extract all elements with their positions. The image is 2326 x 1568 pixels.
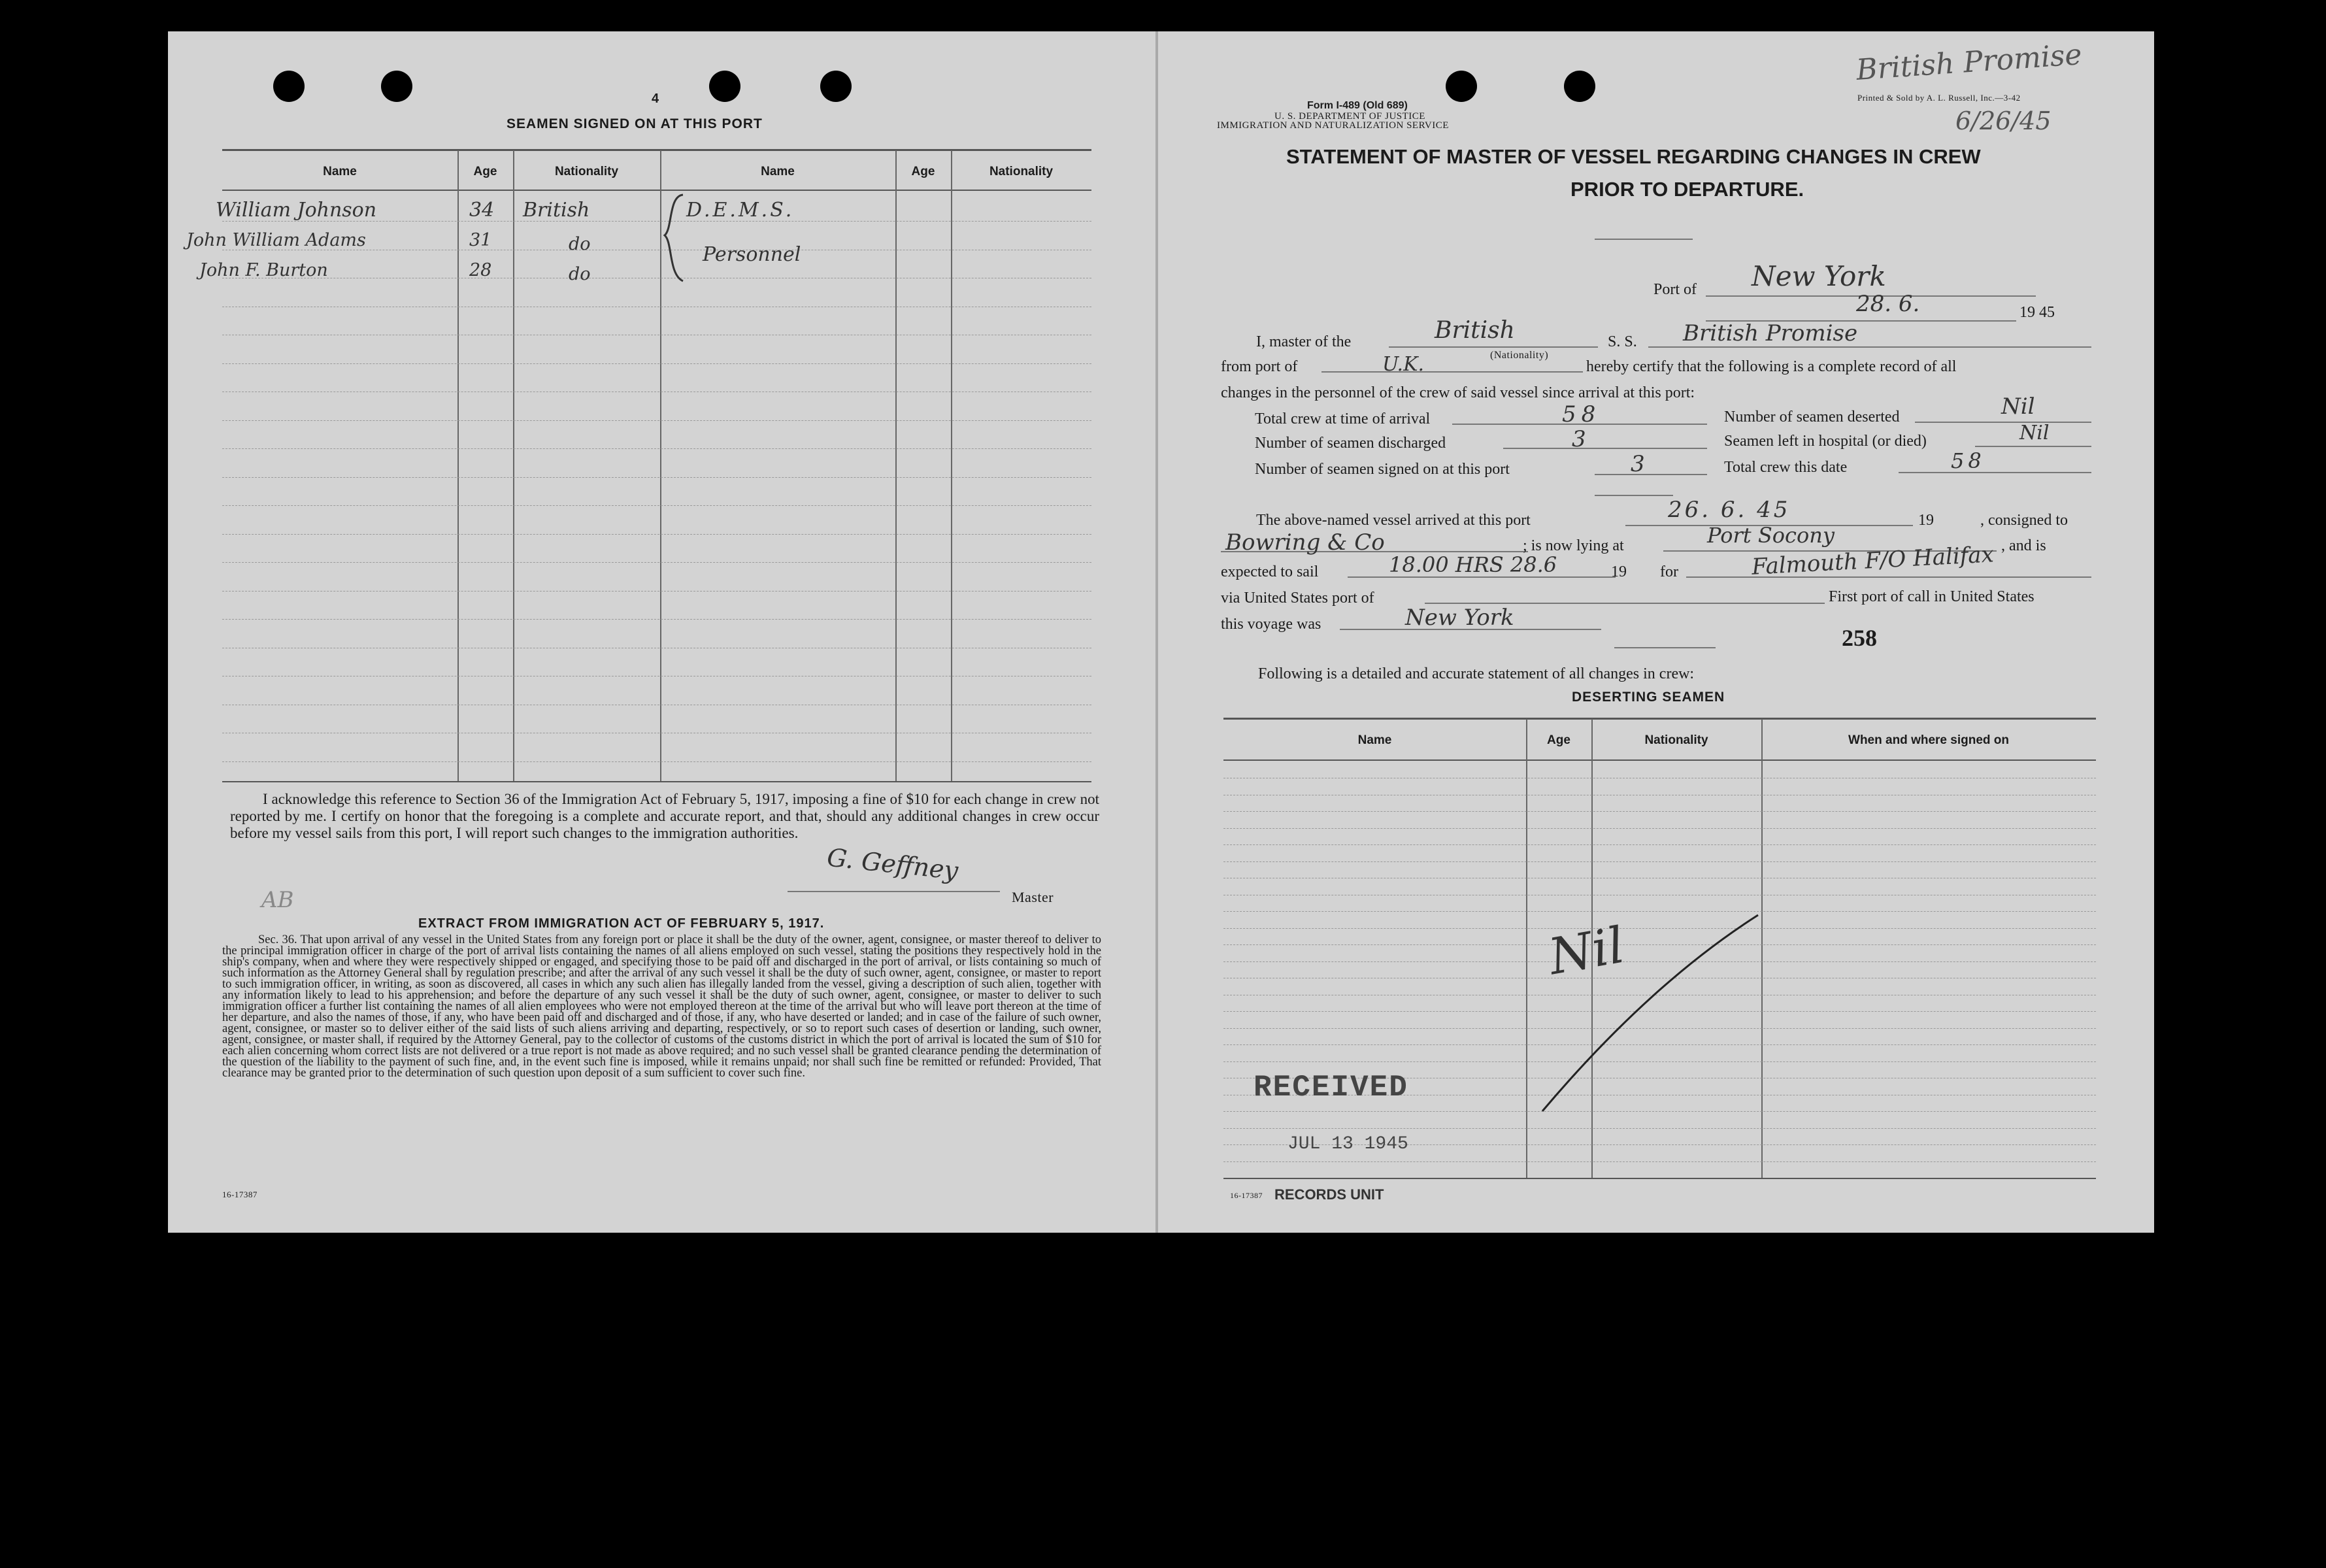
total-crew-arrival-value: 58	[1562, 401, 1601, 427]
table-bottom-border	[222, 781, 1091, 782]
col-divider	[513, 150, 514, 781]
ruled-line	[222, 591, 1091, 592]
ruled-line	[222, 363, 1091, 364]
date-value: 28. 6.	[1856, 291, 1920, 317]
signed-on-label: Number of seamen signed on at this port	[1255, 461, 1510, 478]
nationality-value: British	[1435, 317, 1515, 344]
ruled-line	[222, 562, 1091, 563]
discharged-line	[1503, 448, 1707, 449]
punch-hole	[820, 71, 852, 102]
extract-title: EXTRACT FROM IMMIGRATION ACT OF FEBRUARY 5, 1917.	[418, 916, 825, 931]
lying-label: ; is now lying at	[1523, 537, 1624, 554]
form-title-line-2: PRIOR TO DEPARTURE.	[1570, 178, 1804, 201]
entry-name: William Johnson	[216, 199, 377, 222]
deserted-value: Nil	[2001, 393, 2035, 420]
left-page-title: SEAMEN SIGNED ON AT THIS PORT	[507, 116, 763, 131]
from-port-line	[1321, 371, 1583, 373]
via-line	[1425, 603, 1825, 604]
col-divider	[895, 150, 897, 781]
left-footer-code: 16-17387	[222, 1190, 258, 1199]
first-port-label: First port of call in United States	[1829, 588, 2035, 605]
received-stamp: RECEIVED	[1254, 1071, 1408, 1105]
punch-hole	[381, 71, 412, 102]
total-crew-date-value: 58	[1951, 448, 1985, 473]
lying-value: Port Socony	[1707, 523, 1835, 548]
following-text: Following is a detailed and accurate statement of all changes in crew:	[1258, 665, 1695, 682]
signed-on-line	[1595, 474, 1707, 475]
page-fold	[1155, 31, 1158, 1233]
desert-col-age: Age	[1547, 733, 1570, 747]
desert-col-divider	[1526, 719, 1527, 1178]
master-of-label: I, master of the	[1256, 333, 1352, 350]
nationality-line	[1389, 346, 1598, 348]
deserted-line	[1915, 422, 2091, 423]
ruled-line	[1223, 1161, 2096, 1162]
for-line	[1686, 576, 2091, 578]
entry-nationality: do	[569, 264, 591, 284]
form-title-line-1: STATEMENT OF MASTER OF VESSEL REGARDING CHANGES IN CREW	[1286, 145, 1981, 168]
totals-separator	[1595, 495, 1673, 496]
col-header-nationality-2: Nationality	[989, 165, 1054, 178]
printer-credit: Printed & Sold by A. L. Russell, Inc.—3-42	[1857, 93, 2021, 103]
total-crew-date-label: Total crew this date	[1724, 459, 1848, 476]
ruled-line	[222, 477, 1091, 478]
service: IMMIGRATION AND NATURALIZATION SERVICE	[1217, 120, 1449, 131]
arrived-year: 19	[1918, 512, 1934, 529]
title-underline	[1595, 239, 1693, 240]
form-number: Form I-489 (Old 689)	[1307, 100, 1408, 111]
desert-col-name: Name	[1357, 733, 1392, 747]
signed-on-value: 3	[1631, 451, 1645, 477]
col-divider	[457, 150, 459, 781]
ruled-line	[1223, 811, 2096, 812]
deserting-title: DESERTING SEAMEN	[1572, 690, 1725, 705]
desert-col-when-where: When and where signed on	[1848, 733, 2009, 747]
col-header-name-2: Name	[761, 165, 795, 178]
total-crew-date-line	[1899, 472, 2091, 473]
nil-slash	[1536, 909, 1765, 1118]
for-label: for	[1660, 563, 1678, 580]
col-header-nationality: Nationality	[554, 165, 619, 178]
master-signature: G. Geffney	[825, 842, 960, 886]
desert-col-nationality: Nationality	[1644, 733, 1708, 747]
ruled-line	[1223, 828, 2096, 829]
consignee-value: Bowring & Co	[1225, 529, 1385, 556]
total-crew-arrival-label: Total crew at time of arrival	[1255, 410, 1431, 427]
page-number: 4	[652, 92, 659, 106]
ruled-line	[222, 534, 1091, 535]
bracket-note-dems: D.E.M.S.	[686, 199, 795, 222]
voyage-label: this voyage was	[1221, 616, 1321, 633]
voyage-underline	[1614, 647, 1716, 648]
acknowledgement-text: I acknowledge this reference to Section 36 of the Immigration Act of February 5, 1917, imposing a fine of $10 for each change in crew not reported by me. I certify on honor that the foregoing is a complete and accurate report, and that, should any additional changes in crew occur before my vessel sails from this port, I will report such changes to the immigration authorities.	[230, 791, 1099, 841]
discharged-value: 3	[1572, 426, 1586, 452]
ship-value: British Promise	[1683, 320, 1858, 346]
ship-line	[1648, 346, 2091, 348]
via-label: via United States port of	[1221, 590, 1374, 607]
punch-hole	[709, 71, 740, 102]
entry-name: John F. Burton	[199, 260, 328, 280]
ruled-line	[1223, 1128, 2096, 1129]
entry-nationality: do	[569, 234, 591, 254]
punch-hole	[273, 71, 305, 102]
entry-nationality: British	[523, 199, 590, 222]
table-top-border	[222, 149, 1091, 151]
ruled-line	[1223, 861, 2096, 862]
records-unit-stamp: RECORDS UNIT	[1274, 1186, 1384, 1203]
received-date: JUL 13 1945	[1288, 1134, 1408, 1154]
expected-label: expected to sail	[1221, 563, 1319, 580]
ruled-line	[222, 761, 1091, 762]
arrived-value: 26. 6. 45	[1668, 497, 1791, 523]
voyage-value: New York	[1405, 605, 1514, 631]
ruled-line	[222, 505, 1091, 506]
expected-value: 18.00 HRS 28.6	[1389, 552, 1557, 577]
extract-text: Sec. 36. That upon arrival of any vessel in the United States from any foreign port or place it shall be the duty of the owner, agent, consignee, or master thereof to deliver to the principal immigration officer in charge of the port of arrival lists containing the names of all aliens employed on such vessel, stating the positions they respectively hold in the ship's company, when and where they were respectively shipped or engaged, and specifying those to be paid off and discharged in the port of arrival, or lists containing so much of such information as the Attorney General shall by regulation prescribe; and after the arrival of any such vessel it shall be the duty of such owner, agent, consignee, or master to report to such immigration officer, in writing, as soon as discovered, all cases in which any such alien has illegally landed from the vessel, giving a description of such alien, together with any information likely to lead to his apprehension; and before the departure of any such vessel it shall be the duty of such owner, agent, consignee, or master to deliver to such immigration officer a further list containing the names of all alien employees who were not employed thereon at the time of the arrival but who will leave port thereon at the time of her departure, and also the names of those, if any, who have been paid off and discharged and of those, if any, who have deserted or landed; and in case of the failure of such owner, agent, consignee, or master so to deliver either of the said lists of such aliens arriving and departing, respectively, or so to report such cases of desertion or landing, such owner, agent, consignee, or master shall, if required by the Attorney General, pay to the collector of customs of the customs district in which the port of arrival is located the sum of $10 for each alien concerning whom correct lists are not delivered or a true report is not made as above required; and no such vessel shall be granted clearance pending the determination of the question of the liability to the payment of such fine, and, in the event such fine is imposed, while it remains unpaid; nor shall such fine be remitted or refunded: Provided, That clearance may be granted prior to the determination of such question upon deposit of a sum sufficient to cover such fine.	[222, 933, 1101, 1080]
right-footer-code: 16-17387	[1230, 1191, 1263, 1200]
col-header-age: Age	[473, 165, 497, 178]
for-value: Falmouth F/O Halifax	[1751, 541, 1995, 580]
hospital-value: Nil	[2019, 422, 2050, 444]
col-divider	[951, 150, 952, 781]
entry-age: 34	[469, 199, 495, 222]
hospital-label: Seamen left in hospital (or died)	[1724, 433, 1927, 450]
bracket-note-personnel: Personnel	[703, 243, 801, 266]
desert-table-header	[1223, 759, 2096, 761]
from-port-value: U.K.	[1382, 353, 1425, 376]
punch-hole	[1446, 71, 1477, 102]
ruled-line	[222, 619, 1091, 620]
ruled-line	[1223, 844, 2096, 845]
entry-name: John William Adams	[186, 230, 366, 250]
bracket-mark	[657, 190, 689, 288]
nil-mark: Nil	[1544, 915, 1629, 986]
port-label: Port of	[1653, 281, 1697, 298]
changes-text: changes in the personnel of the crew of said vessel since arrival at this port:	[1221, 384, 1695, 401]
port-value: New York	[1752, 260, 1886, 292]
signature-line	[788, 891, 1000, 892]
entry-age: 31	[469, 230, 492, 250]
consigned-label: , consigned to	[1980, 512, 2068, 529]
expected-year: 19	[1611, 563, 1627, 580]
from-port-label: from port of	[1221, 358, 1298, 375]
department: U. S. DEPARTMENT OF JUSTICE	[1274, 111, 1425, 122]
certify-text: hereby certify that the following is a complete record of all	[1586, 358, 1957, 375]
handwritten-date: 6/26/45	[1955, 107, 2052, 135]
and-is-label: , and is	[2001, 537, 2046, 554]
discharged-label: Number of seamen discharged	[1255, 435, 1446, 452]
handwritten-ship-name: British Promise	[1855, 38, 2083, 87]
stamp-number: 258	[1842, 625, 1877, 651]
entry-age: 28	[469, 260, 492, 280]
ruled-line	[222, 420, 1091, 421]
ss-label: S. S.	[1608, 333, 1637, 350]
col-header-age-2: Age	[911, 165, 935, 178]
hospital-line	[1975, 446, 2091, 447]
signature-label: Master	[1012, 889, 1054, 905]
nationality-caption: (Nationality)	[1490, 350, 1549, 361]
punch-hole	[1564, 71, 1595, 102]
year-value: 19 45	[2019, 304, 2055, 321]
deserted-label: Number of seamen deserted	[1724, 409, 1900, 425]
desert-table-bottom	[1223, 1178, 2096, 1179]
initials-mark: AB	[261, 887, 294, 913]
arrived-label: The above-named vessel arrived at this port	[1256, 512, 1531, 529]
col-header-name: Name	[323, 165, 357, 178]
desert-table-top	[1223, 718, 2096, 720]
ruled-line	[222, 448, 1091, 449]
